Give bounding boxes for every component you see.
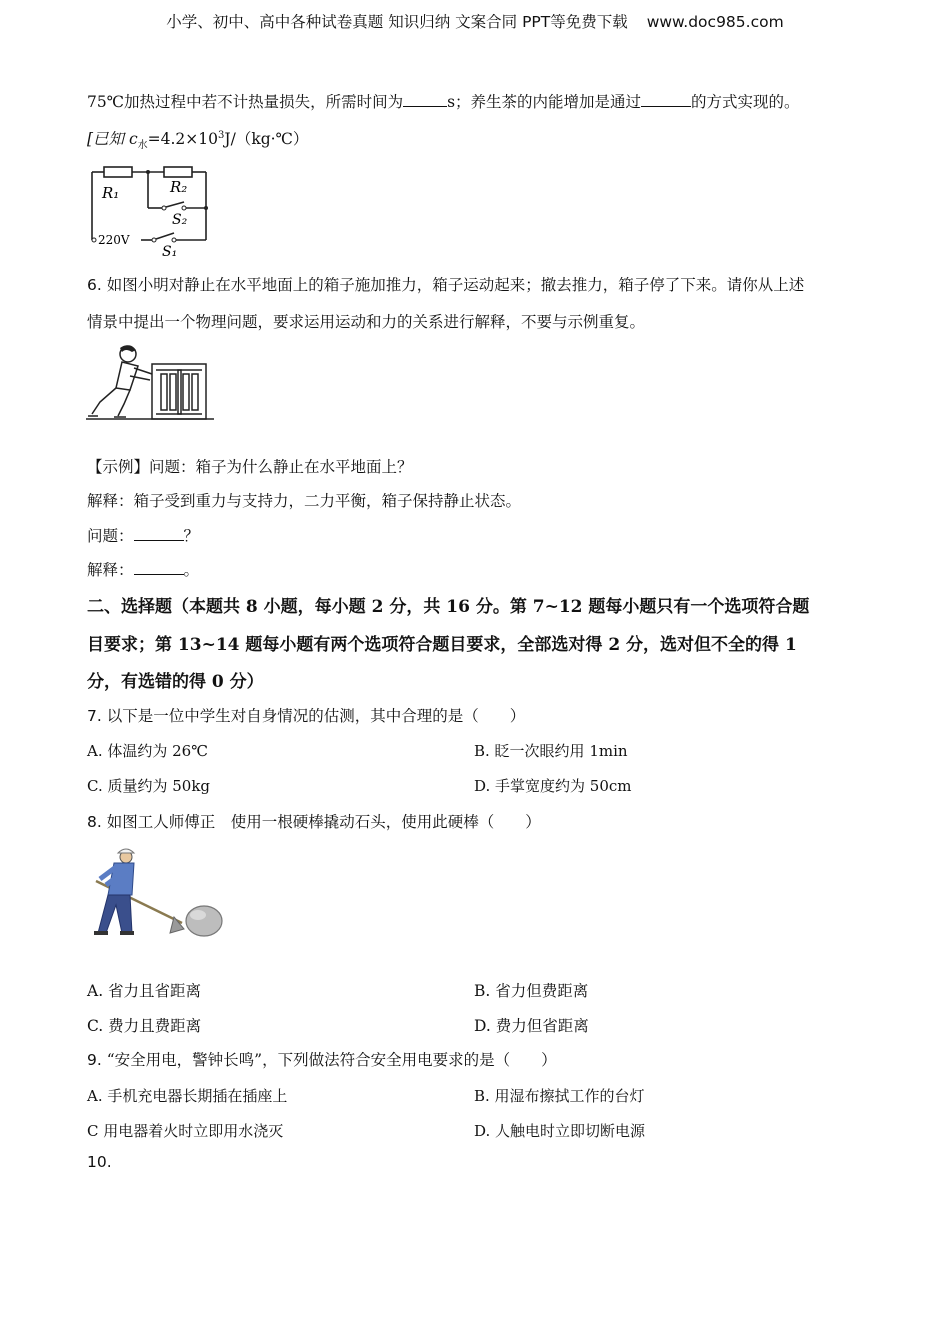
- q9-option-c[interactable]: C 用电器着火时立即用水浇灭: [87, 1122, 284, 1140]
- site-banner: [0, 10, 950, 32]
- q8-option-b[interactable]: B. 省力但费距离: [474, 982, 589, 1000]
- q5-line1: [87, 90, 800, 112]
- circuit-diagram: [86, 160, 216, 260]
- question-number: 6.: [87, 276, 102, 294]
- q6-stem-1: 如图小明对静止在水平地面上的箱子施加推力，箱子运动起来；撤去推力，箱子停了下来。请你从上述: [106, 276, 805, 294]
- q10-number: 10.: [87, 1153, 112, 1171]
- q7-option-d[interactable]: D. 手掌宽度约为 50cm: [474, 777, 632, 795]
- q7-option-b[interactable]: B. 眨一次眼约用 1min: [474, 742, 628, 760]
- q9-option-a[interactable]: A. 手机充电器长期插在插座上: [87, 1087, 288, 1105]
- question-number: 7.: [87, 707, 102, 725]
- banner-url[interactable]: www.doc985.com: [646, 13, 784, 31]
- q9-stem-row: [87, 1048, 557, 1070]
- q5-line1-part-a: 75℃加热过程中若不计热量损失，所需时间为: [87, 93, 404, 111]
- q7-option-a[interactable]: A. 体温约为 26℃: [87, 742, 209, 760]
- q8-option-d[interactable]: D. 费力但省距离: [474, 1017, 589, 1035]
- worker-lever-figure: [86, 845, 226, 941]
- q8-stem: 如图工人师傅正 使用一根硬棒撬动石头，使用此硬棒（ ）: [106, 813, 541, 831]
- answer-blank[interactable]: [641, 92, 691, 107]
- resistor-r2: [164, 167, 192, 177]
- q8-option-a[interactable]: A. 省力且省距离: [87, 982, 202, 1000]
- question-number: 9.: [87, 1051, 102, 1069]
- section2-line2: 目要求；第 13~14 题每小题有两个选项符合题目要求，全部选对得 2 分，选对但不全的得 1: [87, 635, 797, 655]
- question-number: 8.: [87, 813, 102, 831]
- question-end: ？: [183, 527, 200, 545]
- label-r2: R₂: [170, 178, 188, 196]
- q6-line1: [87, 273, 804, 295]
- banner-text: 小学、初中、高中各种试卷真题 知识归纳 文案合同 PPT等免费下载: [166, 13, 628, 31]
- answer-label: 解释：: [87, 561, 134, 579]
- q8-option-c[interactable]: C. 费力且费距离: [87, 1017, 202, 1035]
- q6-question-row: [87, 524, 199, 546]
- q9-option-d[interactable]: D. 人触电时立即切断电源: [474, 1122, 646, 1140]
- label-r1: R₁: [102, 184, 120, 202]
- q5-line1-part-b: s；养生茶的内能增加是通过: [447, 93, 642, 111]
- question-label: 问题：: [87, 527, 134, 545]
- given-c: [已知 c: [87, 130, 138, 148]
- q7-stem: 以下是一位中学生对自身情况的估测，其中合理的是（ ）: [106, 707, 526, 725]
- rock: [186, 906, 222, 936]
- example-question: 【示例】问题：箱子为什么静止在水平地面上？: [87, 458, 413, 476]
- q5-line2: [87, 127, 308, 151]
- q9-option-b[interactable]: B. 用湿布擦拭工作的台灯: [474, 1087, 645, 1105]
- section2-line1: 二、选择题（本题共 8 小题，每小题 2 分，共 16 分。第 7~12 题每小题只有一个选项符合题: [87, 597, 810, 617]
- q6-line2: 情景中提出一个物理问题，要求运用运动和力的关系进行解释，不要与示例重复。: [87, 313, 646, 331]
- label-s1: S₁: [162, 244, 178, 260]
- resistor-r1: [104, 167, 132, 177]
- label-s2: S₂: [172, 212, 188, 228]
- answer-end: 。: [183, 561, 200, 579]
- answer-blank[interactable]: [403, 92, 447, 107]
- given-value: =4.2×10: [147, 130, 219, 148]
- q7-option-c[interactable]: C. 质量约为 50kg: [87, 777, 211, 795]
- given-sub: 水: [137, 140, 148, 152]
- given-sup: 3: [218, 129, 225, 141]
- q5-line1-part-c: 的方式实现的。: [691, 93, 800, 111]
- q6-answer-row: [87, 558, 199, 580]
- boy-pushing-box-figure: [86, 340, 216, 422]
- given-unit: J/（kg·℃）: [224, 130, 309, 148]
- section2-line3: 分，有选错的得 0 分）: [87, 672, 264, 692]
- example-answer: 解释：箱子受到重力与支持力，二力平衡，箱子保持静止状态。: [87, 492, 522, 510]
- label-voltage: 220V: [98, 233, 130, 247]
- q9-stem: “安全用电，警钟长鸣”，下列做法符合安全用电要求的是（ ）: [106, 1051, 557, 1069]
- answer-blank[interactable]: [134, 526, 184, 541]
- q7-stem-row: [87, 704, 525, 726]
- q8-stem-row: [87, 810, 541, 832]
- answer-blank[interactable]: [134, 560, 184, 575]
